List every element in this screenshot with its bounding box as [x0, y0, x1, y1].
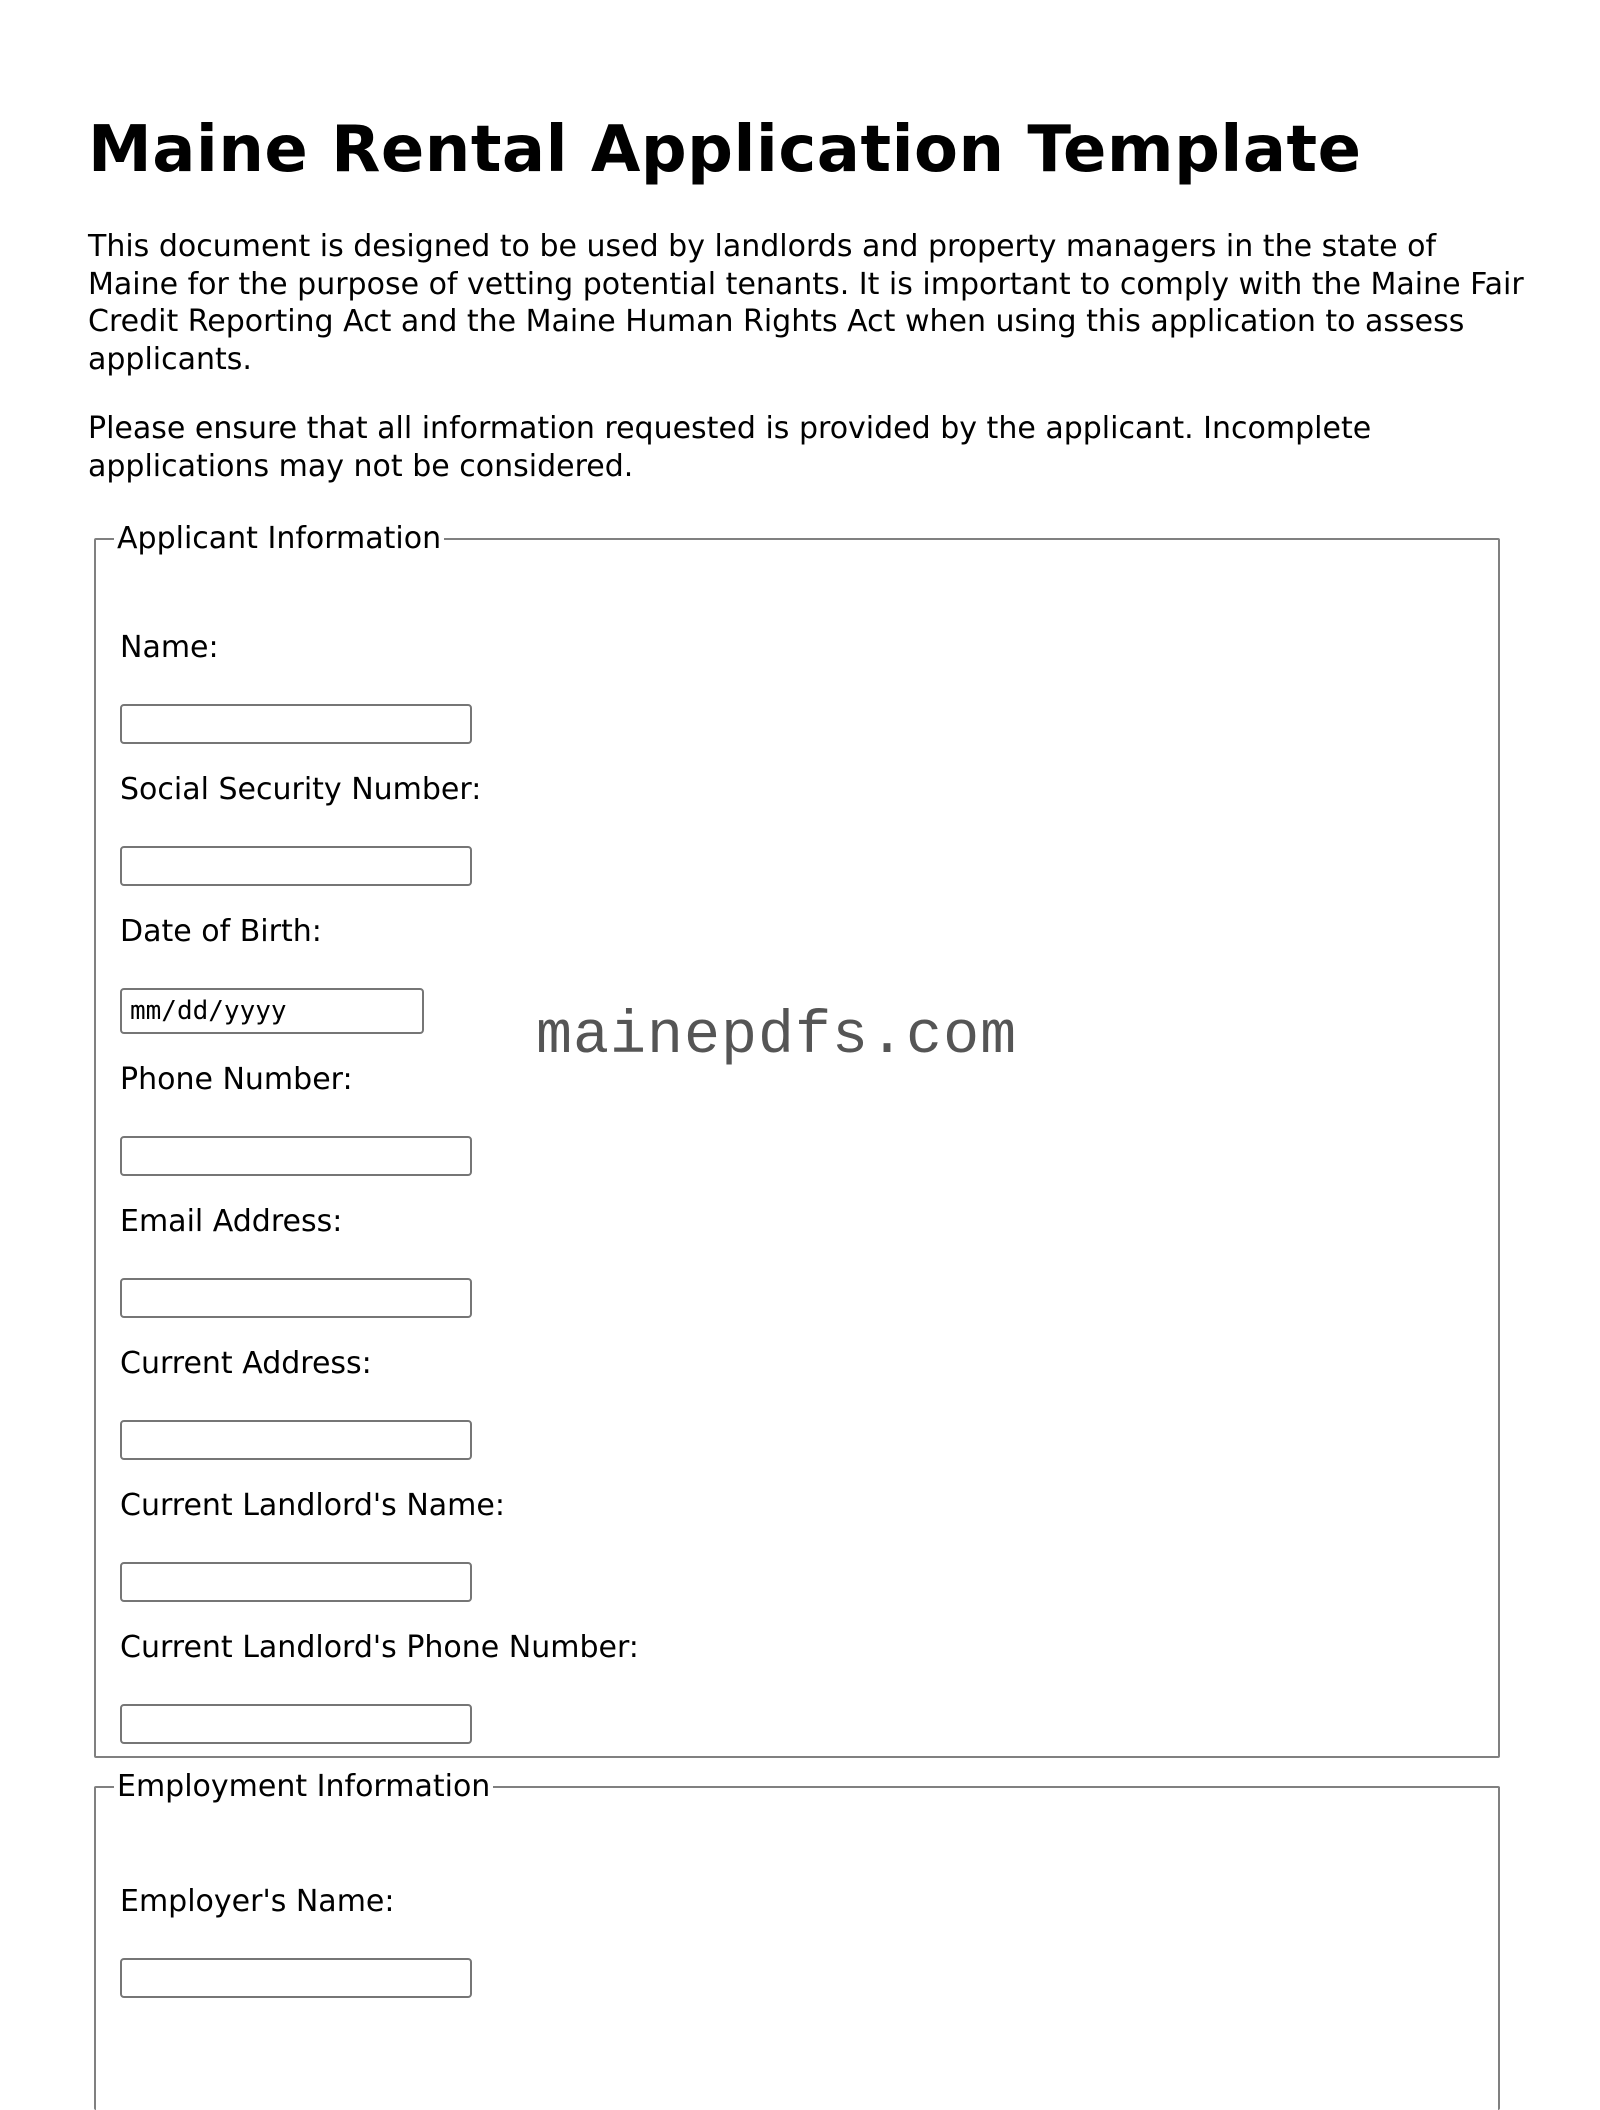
current-address-input[interactable] — [120, 1420, 472, 1460]
name-input[interactable] — [120, 704, 472, 744]
applicant-information-section — [94, 522, 1500, 1758]
phone-label: Phone Number: — [120, 1062, 353, 1097]
intro-paragraph-1: This document is designed to be used by landlords and property managers in the state of Maine for the purpose of vetting potential tenants. It is important to comply with the Maine Fair Credit Reporting Act and the Maine Human Rights Act when using this application to assess applicants. — [88, 229, 1524, 377]
dob-field-group — [120, 914, 322, 950]
email-field-group — [120, 1204, 342, 1240]
name-label: Name: — [120, 630, 219, 665]
landlord-phone-field-group — [120, 1630, 639, 1666]
dob-placeholder: mm/dd/yyyy — [130, 996, 287, 1026]
employer-name-label: Employer's Name: — [120, 1884, 395, 1919]
landlord-phone-input[interactable] — [120, 1704, 472, 1744]
email-input[interactable] — [120, 1278, 472, 1318]
landlord-name-field-group — [120, 1488, 505, 1524]
current-address-label: Current Address: — [120, 1346, 372, 1381]
ssn-input[interactable] — [120, 846, 472, 886]
landlord-phone-label: Current Landlord's Phone Number: — [120, 1630, 639, 1665]
landlord-name-label: Current Landlord's Name: — [120, 1488, 505, 1523]
employment-information-section — [94, 1770, 1500, 2110]
employer-name-input[interactable] — [120, 1958, 472, 1998]
email-label: Email Address: — [120, 1204, 343, 1239]
dob-date-input[interactable] — [120, 988, 424, 1034]
employer-name-field-group — [120, 1884, 394, 1920]
current-address-field-group — [120, 1346, 372, 1382]
page-title: Maine Rental Application Template — [88, 113, 1362, 187]
dob-label: Date of Birth: — [120, 914, 322, 949]
name-field-group — [120, 630, 219, 666]
landlord-name-input[interactable] — [120, 1562, 472, 1602]
ssn-field-group — [120, 772, 481, 808]
phone-field-group — [120, 1062, 353, 1098]
employment-information-legend: Employment Information — [117, 1769, 491, 1804]
applicant-information-legend: Applicant Information — [117, 521, 442, 556]
phone-input[interactable] — [120, 1136, 472, 1176]
watermark-text: mainepdfs.com — [536, 1003, 1018, 1071]
intro-paragraph-2: Please ensure that all information requested is provided by the applicant. Incomplete applications may not be considered. — [88, 411, 1372, 484]
ssn-label: Social Security Number: — [120, 772, 482, 807]
